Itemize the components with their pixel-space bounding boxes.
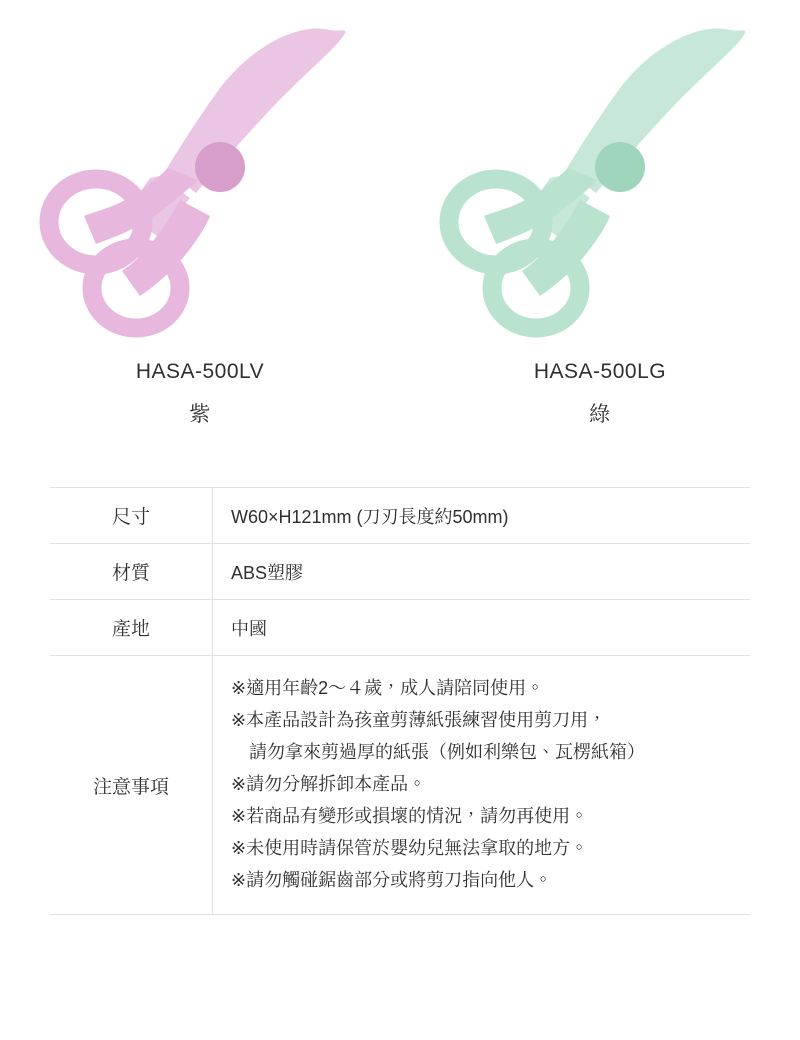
spec-label: 產地 [50,600,213,656]
scissors-icon [0,0,400,345]
product-card-1 [400,0,800,440]
spec-value: W60×H121mm (刀刃長度約50mm) [231,506,509,527]
spec-label: 尺寸 [50,488,213,544]
spec-table [50,487,750,915]
table-row [50,544,750,600]
table-row-notes [50,656,750,915]
scissors-icon [400,0,800,345]
note-line: ※若商品有變形或損壞的情況，請勿再使用。 [231,806,589,827]
spec-value: 中國 [231,618,267,639]
note-line: ※請勿分解拆卸本產品。 [231,774,427,795]
note-line: ※本產品設計為孩童剪薄紙張練習使用剪刀用， [231,710,607,731]
note-line: ※請勿觸碰鋸齒部分或將剪刀指向他人。 [231,870,553,891]
table-row [50,488,750,544]
product-model-label: HASA-500LV [135,360,265,383]
product-color-label: 綠 [589,403,611,426]
spec-value: ABS塑膠 [231,562,304,583]
notes-label: 注意事項 [50,656,213,915]
spec-label: 材質 [50,544,213,600]
table-row [50,600,750,656]
note-line: 請勿拿來剪過厚的紙張（例如利樂包、瓦楞紙箱） [249,742,645,763]
product-card-0 [0,0,400,440]
notes-value [213,656,751,915]
note-line: ※未使用時請保管於嬰幼兒無法拿取的地方。 [231,838,589,859]
product-color-label: 紫 [189,403,211,426]
note-line: ※適用年齡2～４歲，成人請陪同使用。 [231,678,545,698]
product-gallery [0,0,800,440]
product-model-label: HASA-500LG [533,360,667,383]
